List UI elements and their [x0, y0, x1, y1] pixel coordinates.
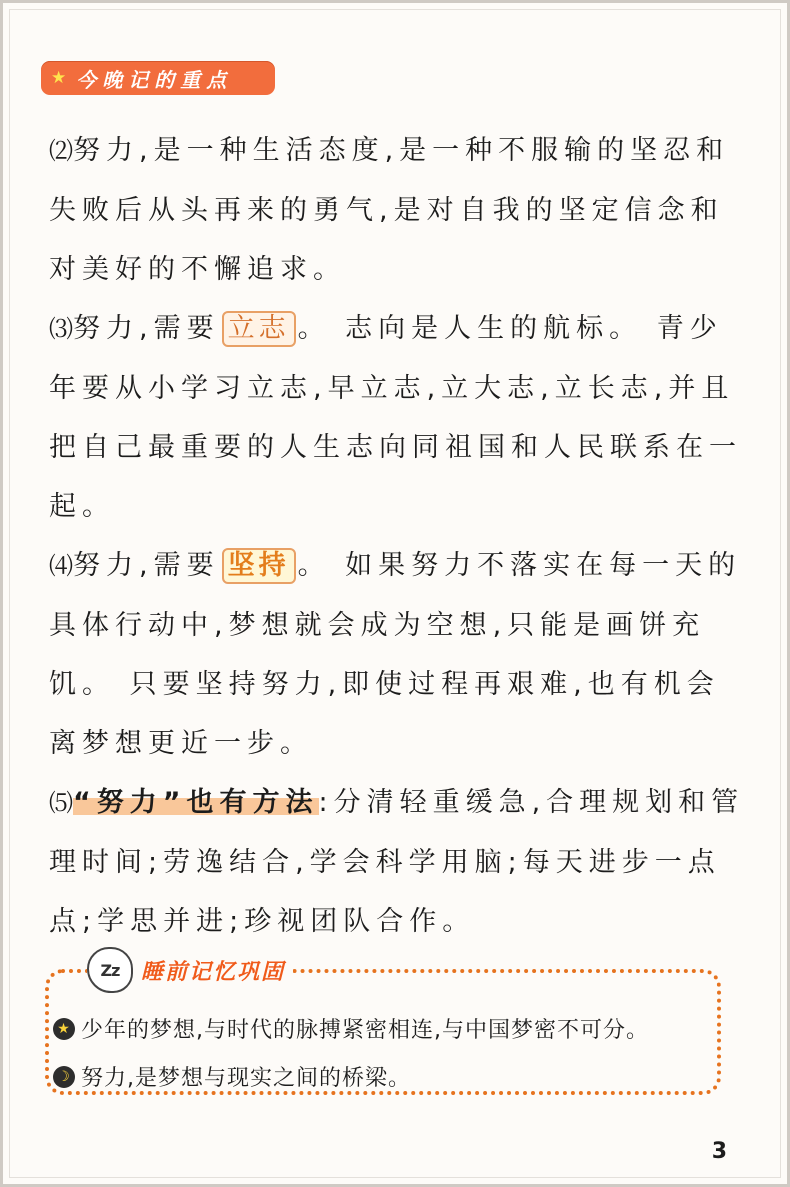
memory-item [53, 1013, 649, 1044]
paragraph-3 [49, 299, 749, 536]
moon-icon: ☽ [53, 1066, 75, 1088]
sleep-zz-icon: Zz [87, 947, 133, 993]
memory-item-text: 努力,是梦想与现实之间的桥梁。 [81, 1066, 411, 1091]
paragraph-4 [49, 536, 749, 773]
paragraph-text: 。 如果努力不落实在每一天的具体行动中,梦想就会成为空想,只能是画饼充饥。 只要坚持努力,即使过程再艰难,也有机会离梦想更近一步。 [49, 550, 742, 759]
highlighted-phrase: “努力”也有方法 [73, 787, 319, 818]
paragraph-text: 。 志向是人生的航标。 青少年要从小学习立志,早立志,立大志,立长志,并且把自己最重要的人生志向同祖国和人民联系在一起。 [49, 313, 742, 522]
memory-review-title: 睡前记忆巩固 [141, 959, 286, 985]
paragraph-2 [49, 121, 749, 299]
key-points-tag [41, 61, 275, 95]
memory-item-text: 少年的梦想,与时代的脉搏紧密相连,与中国梦密不可分。 [81, 1018, 649, 1043]
memory-review-header [87, 947, 293, 993]
paragraph-number: ⑵ [49, 137, 73, 165]
boxed-keyword: 立志 [222, 311, 296, 347]
paragraph-lead: 努力,需要 [73, 313, 220, 344]
memory-item [53, 1061, 411, 1092]
paragraph-number: ⑸ [49, 789, 73, 817]
star-icon: ★ [51, 67, 67, 88]
page-number: 3 [711, 1139, 727, 1164]
moon-star-icon: ★ [53, 1018, 75, 1040]
key-points-label: 今晚记的重点 [76, 67, 233, 92]
paragraph-text: 努力,是一种生活态度,是一种不服输的坚忍和失败后从头再来的勇气,是对自我的坚定信念和对美好的不懈追求。 [49, 135, 730, 285]
paragraph-5 [49, 773, 749, 951]
content-body [49, 121, 749, 951]
paragraph-text: :分清轻重缓急,合理规划和管理时间;劳逸结合,学会科学用脑;每天进步一点点;学思并进;珍视团队合作。 [49, 787, 745, 937]
paragraph-lead: 努力,需要 [73, 550, 220, 581]
paragraph-number: ⑶ [49, 315, 73, 343]
boxed-keyword: 坚持 [222, 548, 296, 584]
paragraph-number: ⑷ [49, 552, 73, 580]
